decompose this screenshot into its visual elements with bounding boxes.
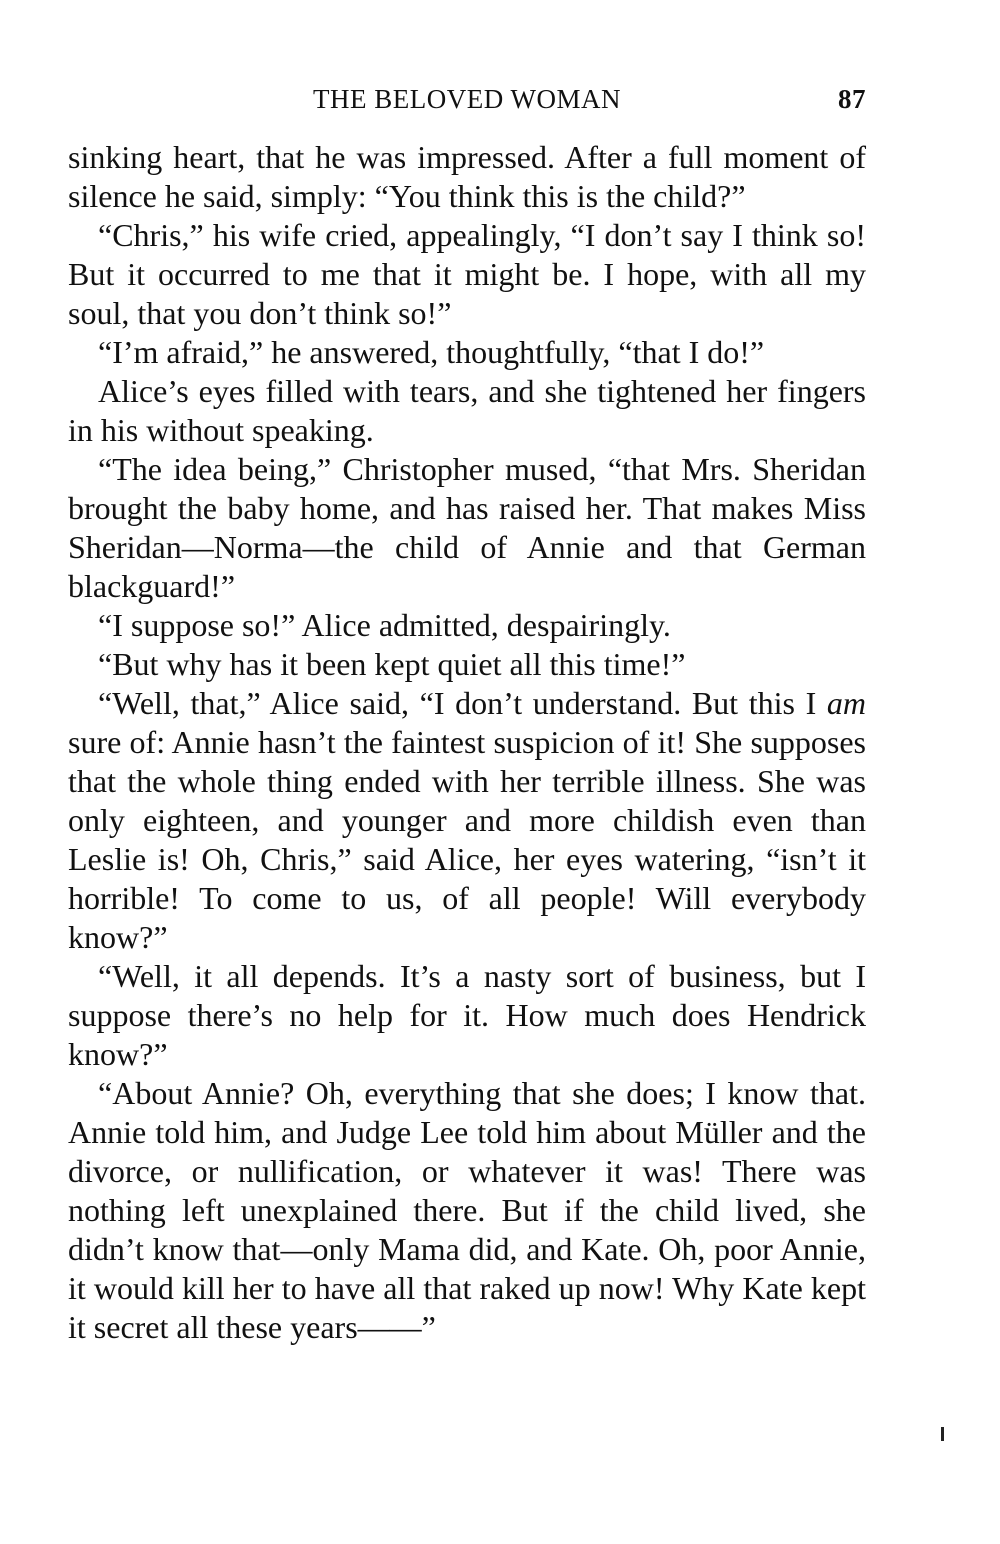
paragraph-4: Alice’s eyes filled with tears, and she tightened her fingers in his without speaking. <box>68 373 866 448</box>
paragraph-8-after: sure of: Annie hasn’t the faintest suspicion of it! She supposes that the whole thing ended with her terrible illness. She was only eighteen, and younger and more childish even than Leslie is! Oh, Chris,” said Alice, her eyes watering, “isn’t it horrible! To come to us, of all people! Will everybody know?” <box>68 724 866 955</box>
page-number: 87 <box>838 84 866 114</box>
paragraph-3: “I’m afraid,” he answered, thoughtfully, “that I do!” <box>98 334 765 370</box>
stray-ink-mark <box>941 1427 944 1441</box>
paragraph-1: sinking heart, that he was impressed. After a full moment of silence he said, simply: “You think this is the child?” <box>68 139 866 214</box>
book-page <box>68 82 866 1347</box>
paragraph-9: “Well, it all depends. It’s a nasty sort of business, but I suppose there’s no help for it. How much does Hendrick know?” <box>68 958 866 1072</box>
paragraph-8-before: “Well, that,” Alice said, “I don’t understand. But this I <box>98 685 827 721</box>
paragraph-8 <box>68 684 866 957</box>
running-title: THE BELOVED WOMAN <box>313 84 621 114</box>
emphasis-am: am <box>826 685 866 721</box>
paragraph-2: “Chris,” his wife cried, appealingly, “I don’t say I think so! But it occurred to me that it might be. I hope, with all my soul, that you don’t think so!” <box>68 217 866 331</box>
running-head <box>68 82 866 122</box>
paragraph-10: “About Annie? Oh, everything that she does; I know that. Annie told him, and Judge Lee told him about Müller and the divorce, or nullification, or whatever it was! There was nothing left unexplained there. But if the child lived, she didn’t know that—only Mama did, and Kate. Oh, poor Annie, it would kill her to have all that raked up now! Why Kate kept it secret all these years——” <box>68 1075 866 1345</box>
paragraph-7: “But why has it been kept quiet all this time!” <box>98 646 686 682</box>
paragraph-5: “The idea being,” Christopher mused, “that Mrs. Sheridan brought the baby home, and has raised her. That makes Miss Sheridan—Norma—the child of Annie and that German blackguard!” <box>68 451 866 604</box>
body-text <box>68 138 866 1347</box>
paragraph-6: “I suppose so!” Alice admitted, despairingly. <box>98 607 671 643</box>
